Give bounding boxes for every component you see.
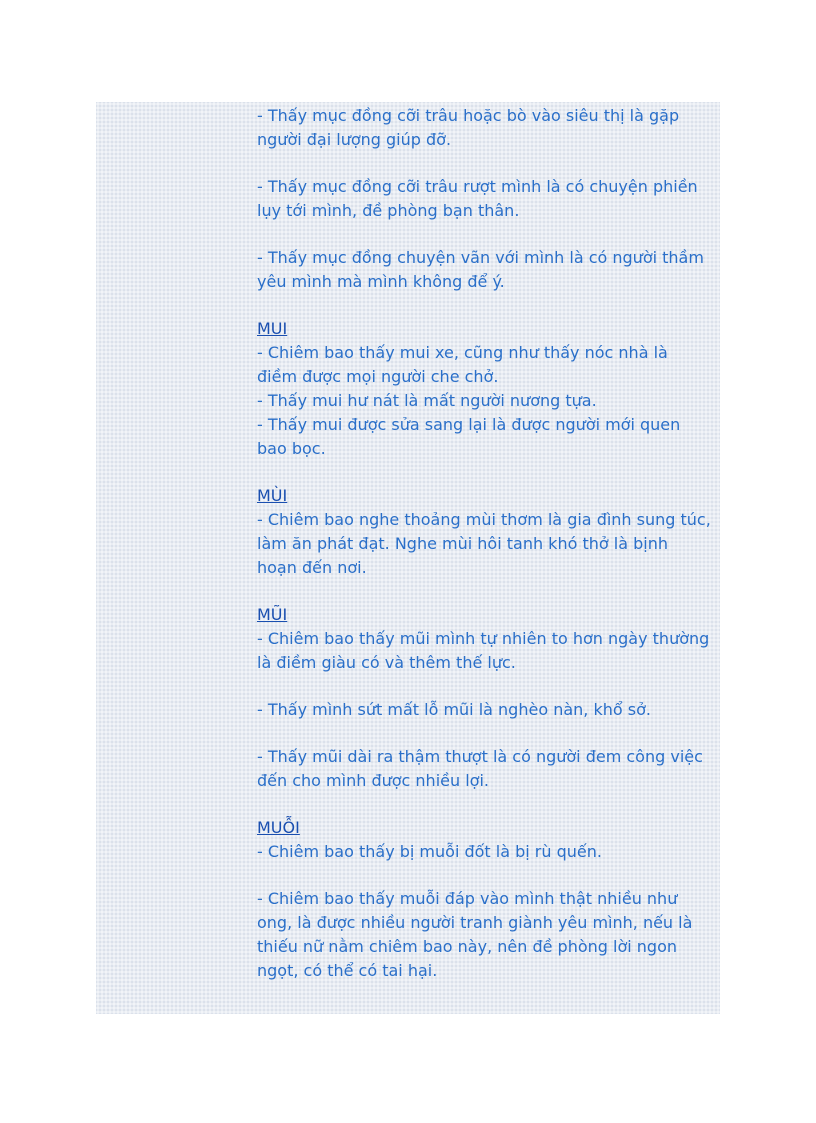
text-line: đến cho mình được nhiều lợi.	[257, 771, 489, 790]
paragraph	[257, 887, 719, 983]
text-line: - Chiêm bao thấy mui xe, cũng như thấy nóc nhà là	[257, 343, 668, 362]
text-line: - Chiêm bao thấy muỗi đáp vào mình thật nhiều như	[257, 889, 678, 908]
text-line: - Thấy mình sứt mất lỗ mũi là nghèo nàn, khổ sở.	[257, 700, 651, 719]
paragraph	[257, 698, 719, 722]
text-line: - Thấy mũi dài ra thậm thượt là có người đem công việc	[257, 747, 703, 766]
text-line: bao bọc.	[257, 439, 326, 458]
paragraph	[257, 341, 719, 461]
text-line: - Chiêm bao thấy mũi mình tự nhiên to hơn ngày thường	[257, 629, 710, 648]
text-line: ngọt, có thể có tai hại.	[257, 961, 438, 980]
text-line: - Thấy mui được sửa sang lại là được người mới quen	[257, 415, 681, 434]
paragraph-spacer	[257, 722, 719, 745]
paragraph	[257, 104, 719, 152]
section-heading-link[interactable]: MUỖI	[257, 818, 300, 837]
section-heading-link[interactable]: MŨI	[257, 605, 288, 624]
section-heading-link[interactable]: MÙI	[257, 486, 288, 505]
paragraph	[257, 508, 719, 580]
section-spacer	[257, 461, 719, 484]
text-line: - Chiêm bao nghe thoảng mùi thơm là gia đình sung túc,	[257, 510, 711, 529]
section-spacer	[257, 294, 719, 317]
text-line: làm ăn phát đạt. Nghe mùi hôi tanh khó thở là bịnh	[257, 534, 668, 553]
text-line: ong, là được nhiều người tranh giành yêu mình, nếu là	[257, 913, 693, 932]
section-spacer	[257, 580, 719, 603]
paragraph-spacer	[257, 864, 719, 887]
paragraph	[257, 246, 719, 294]
text-line: - Thấy mục đồng cỡi trâu hoặc bò vào siêu thị là gặp	[257, 106, 680, 125]
text-line: thiếu nữ nằm chiêm bao này, nên đề phòng lời ngon	[257, 937, 677, 956]
paragraph	[257, 840, 719, 864]
text-line: lụy tới mình, đề phòng bạn thân.	[257, 201, 520, 220]
paragraph	[257, 175, 719, 223]
paragraph	[257, 745, 719, 793]
text-line: - Thấy mục đồng cỡi trâu rượt mình là có chuyện phiền	[257, 177, 698, 196]
document-body	[257, 104, 719, 983]
paragraph-spacer	[257, 223, 719, 246]
paragraph-spacer	[257, 675, 719, 698]
text-line: điềm được mọi người che chở.	[257, 367, 499, 386]
section-heading-link[interactable]: MUI	[257, 319, 288, 338]
text-line: - Thấy mui hư nát là mất người nương tựa.	[257, 391, 597, 410]
paragraph	[257, 627, 719, 675]
text-line: là điềm giàu có và thêm thế lực.	[257, 653, 516, 672]
text-line: yêu mình mà mình không để ý.	[257, 272, 505, 291]
section-spacer	[257, 793, 719, 816]
text-line: hoạn đến nơi.	[257, 558, 367, 577]
text-line: - Chiêm bao thấy bị muỗi đốt là bị rù quến.	[257, 842, 602, 861]
paragraph-spacer	[257, 152, 719, 175]
text-line: người đại lượng giúp đỡ.	[257, 130, 452, 149]
text-line: - Thấy mục đồng chuyện vãn với mình là có người thầm	[257, 248, 704, 267]
